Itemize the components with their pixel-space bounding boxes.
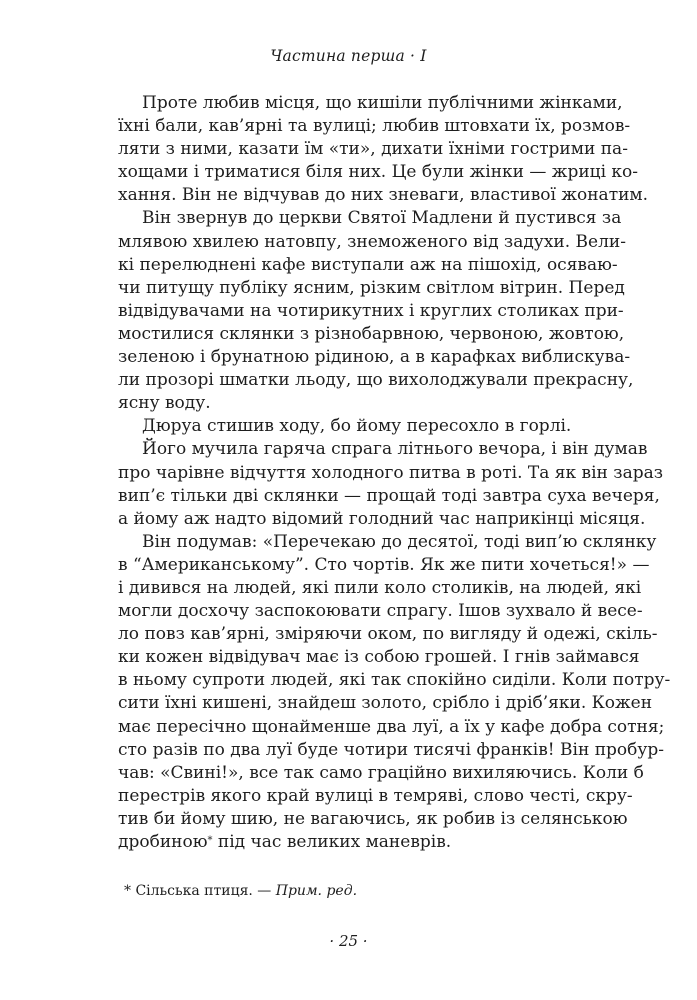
text-line: чав: «Свині!», все так само граційно вихиляючись. Коли б <box>118 762 644 783</box>
text-line: сто разів по два луї буде чотири тисячі франків! Він пробур- <box>118 739 665 760</box>
text-fragment: під час великих маневрів. <box>212 832 452 852</box>
text-line: могли досхочу заспокоювати спрагу. Ішов зухвало й весе- <box>118 601 643 622</box>
footnote-marker: * <box>124 883 131 899</box>
text-line: ляти з ними, казати їм «ти», дихати їхніми гострими па- <box>118 139 628 160</box>
text-line: зеленою і брунатною рідиною, а в карафках виблискува- <box>118 347 631 368</box>
footnote <box>124 883 357 899</box>
text-line: хощами і триматися біля них. Це були жінки — жриці ко- <box>118 162 639 183</box>
text-line: чи питущу публіку ясним, різким світлом вітрин. Перед <box>118 277 625 298</box>
text-line: млявою хвилею натовпу, знеможеного від задухи. Вели- <box>118 231 626 252</box>
text-line: вип’є тільки дві склянки — прощай тоді завтра суха вечеря, <box>118 485 660 506</box>
text-line: кі перелюднені кафе виступали аж на пішохід, осяваю- <box>118 254 618 275</box>
text-line: про чарівне відчуття холодного питва в роті. Та як він зараз <box>118 462 663 483</box>
main-text <box>118 92 671 854</box>
text-line: Він подумав: «Перечекаю до десятої, тоді вип’ю склянку <box>142 531 657 552</box>
text-line: відвідувачами на чотирикутних і круглих столиках при- <box>118 300 624 321</box>
text-line: сити їхні кишені, знайдеш золото, срібло і дріб’яки. Кожен <box>118 693 653 714</box>
text-fragment: дробиною <box>118 832 208 852</box>
running-head: Частина перша · І <box>270 47 427 65</box>
text-line: в ньому супроти людей, які так спокійно сиділи. Коли потру- <box>118 670 671 691</box>
text-line: перестрів якого край вулиці в темряві, слово честі, скру- <box>118 785 633 806</box>
text-line: ясну воду. <box>118 393 211 414</box>
footnote-reference[interactable]: * <box>207 835 213 846</box>
text-line: і дивився на людей, які пили коло столиків, на людей, які <box>118 577 642 598</box>
text-line: хання. Він не відчував до них зневаги, властивої жонатим. <box>118 185 649 206</box>
footnote-text: Сільська птиця. — <box>131 883 276 899</box>
text-line: Його мучила гаряча спрага літнього вечора, і він думав <box>142 439 648 460</box>
text-line: ло повз кав’ярні, зміряючи оком, по вигляду й одежі, скіль- <box>118 624 658 645</box>
text-line: мостилися склянки з різнобарвною, червоною, жовтою, <box>118 323 625 344</box>
text-line: Проте любив місця, що кишіли публічними жінками, <box>142 93 623 113</box>
text-line: має пересічно щонайменше два луї, а їх у кафе добра сотня; <box>118 716 665 737</box>
text-line: ки кожен відвідувач має із собою грошей. І гнів займався <box>118 647 640 668</box>
text-line: в “Американському”. Сто чортів. Як же пити хочеться!» — <box>118 554 650 575</box>
text-line: ли прозорі шматки льоду, що вихолоджували прекрасну, <box>118 370 634 391</box>
text-line: тив би йому шию, не вагаючись, як робив із селянською <box>118 808 628 829</box>
text-line: Дюруа стишив ходу, бо йому пересохло в горлі. <box>142 416 572 437</box>
text-line: їхні бали, кав’ярні та вулиці; любив штовхати їх, розмов- <box>118 116 631 137</box>
text-line-with-footnote <box>118 831 594 854</box>
text-line: а йому аж надто відомий голодний час наприкінці місяця. <box>118 508 646 529</box>
editor-note: Прим. ред. <box>275 883 358 899</box>
text-line: Він звернув до церкви Святої Мадлени й пустився за <box>142 208 622 229</box>
page-number: · 25 · <box>329 932 368 950</box>
